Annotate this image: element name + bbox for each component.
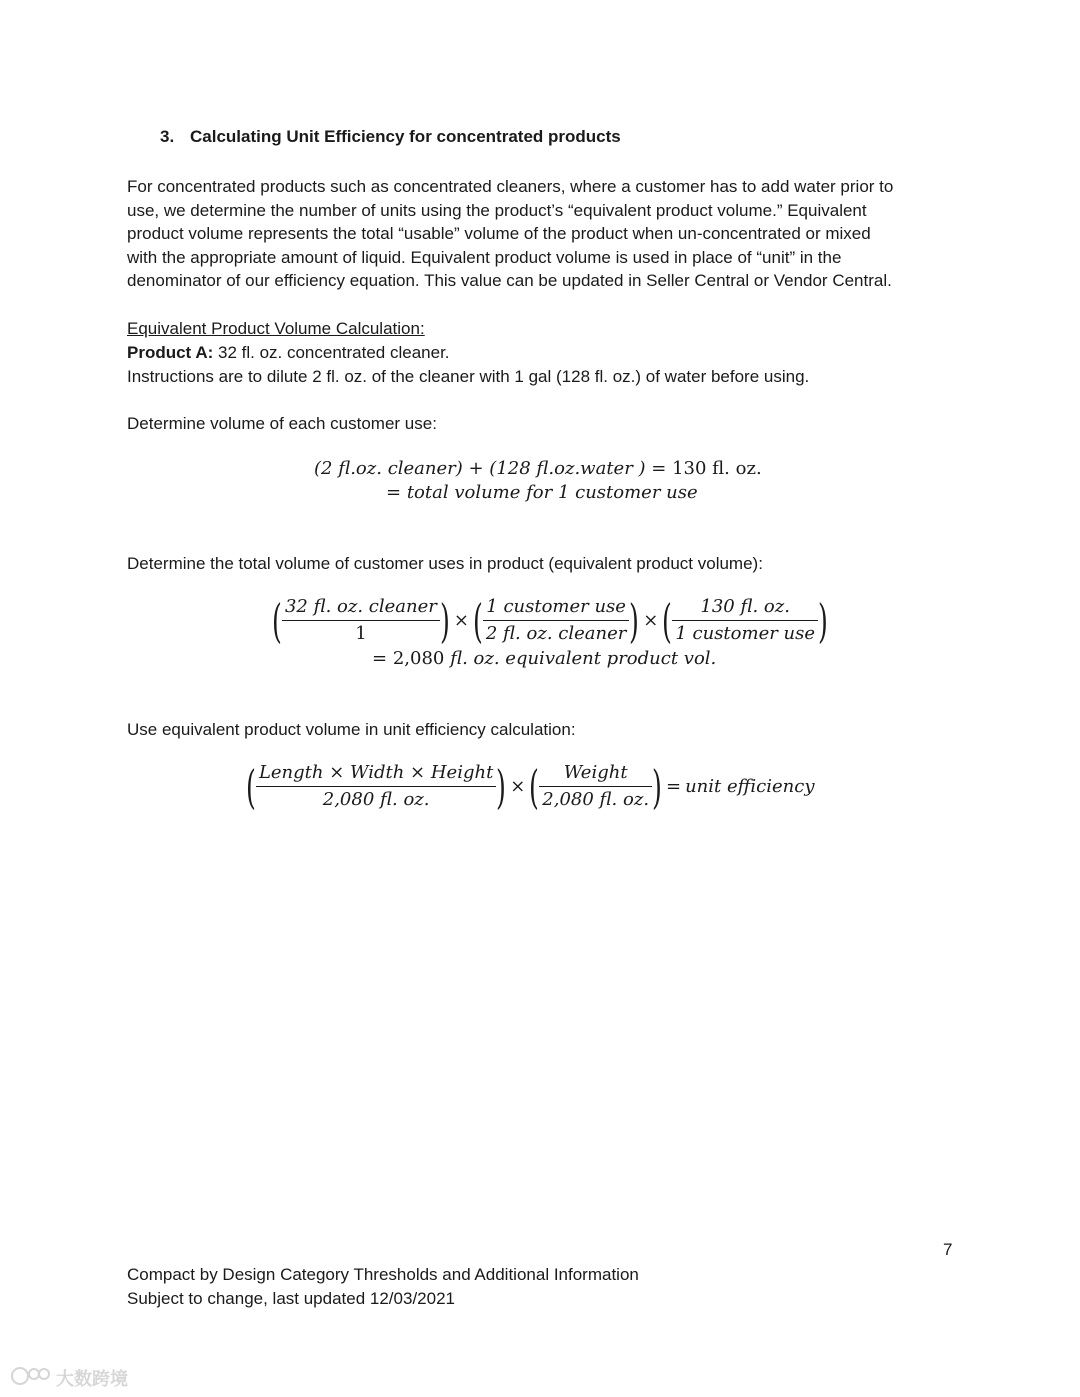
fraction-dimensions: $\frac{\text{Length × Width × Height}}{2,080 fl. oz.}$ [256,762,496,811]
equation-equivalent-volume [272,593,828,648]
watermark [8,1362,148,1390]
right-paren: ) [652,759,662,814]
left-paren: ( [662,593,673,648]
fraction-use: $\frac{\text{1 customer use}}{\text{2 fl. oz. cleaner}}$ [483,596,629,645]
calc-heading: Equivalent Product Volume Calculation: [127,319,425,338]
eq2-result-number: 2,080 [392,648,451,669]
left-paren: ( [246,759,256,814]
intro-line: use, we determine the number of units using the product’s “equivalent product volume.” Equivalent [127,200,867,220]
right-paren: ) [496,759,507,814]
intro-line: with the appropriate amount of liquid. Equivalent product volume is used in place of “unit” in the [127,247,842,267]
equation-customer-use-line2 [386,482,698,503]
page-footer [127,1263,639,1311]
times-sign: × [453,610,469,631]
times-sign: × [643,610,659,631]
equation-customer-use [314,458,762,479]
section-number: 3. [160,127,175,146]
left-paren: ( [472,593,483,648]
eq2-result-text: fl. oz. equivalent product vol. [450,648,717,669]
step2-text: Determine the total volume of customer uses in product (equivalent product volume): [127,554,763,573]
instructions-line: Instructions are to dilute 2 fl. oz. of the cleaner with 1 gal (128 fl. oz.) of water before using. [127,367,810,386]
intro-line: product volume represents the total “usable” volume of the product when un-concentrated or mixed [127,224,871,244]
eq3-result: unit efficiency [685,776,815,797]
eq1-result: 130 fl. oz. [672,458,762,479]
fraction-cleaner: $\frac{\text{32 fl. oz. cleaner}}{1}$ [282,596,440,645]
section-heading [160,127,621,147]
right-paren: ) [629,593,640,648]
page-number: 7 [943,1240,953,1259]
fraction-weight: $\frac{\text{Weight}}{2,080 fl. oz.}$ [539,762,652,811]
intro-line: For concentrated products such as concentrated cleaners, where a customer has to add water prior to [127,177,894,196]
left-paren: ( [272,593,282,648]
product-line [127,341,450,365]
eq1-line2: total volume for 1 customer use [406,482,698,503]
intro-paragraph [127,175,947,293]
fraction-volume: $\frac{130 fl. oz.}{\text{1 customer use}}$ [672,596,818,645]
product-label: Product A: [127,343,214,362]
eq1-lhs: (2 fl.oz. cleaner) + (128 fl.oz.water ) [314,458,646,479]
section-title: Calculating Unit Efficiency for concentrated products [190,127,621,146]
right-paren: ) [818,593,828,648]
equation-unit-efficiency [246,759,815,814]
intro-line: denominator of our efficiency equation. This value can be updated in Seller Central or Vendor Central. [127,271,892,291]
left-paren: ( [529,759,540,814]
eq3-equals: = [666,776,682,797]
step3-text: Use equivalent product volume in unit efficiency calculation: [127,720,576,739]
step1-text: Determine volume of each customer use: [127,414,437,433]
watermark-text: 大数跨境 [56,1369,128,1390]
times-sign: × [510,776,526,797]
eq2-result-equals: = [372,648,393,669]
eq1-line2-equals: = [386,482,407,503]
equation-equivalent-volume-result [372,648,716,669]
eq1-equals: = [645,458,673,479]
footer-line-2: Subject to change, last updated 12/03/2021 [127,1289,455,1308]
product-desc: 32 fl. oz. concentrated cleaner. [213,343,450,362]
right-paren: ) [439,593,450,648]
footer-line-1: Compact by Design Category Thresholds and Additional Information [127,1265,639,1284]
